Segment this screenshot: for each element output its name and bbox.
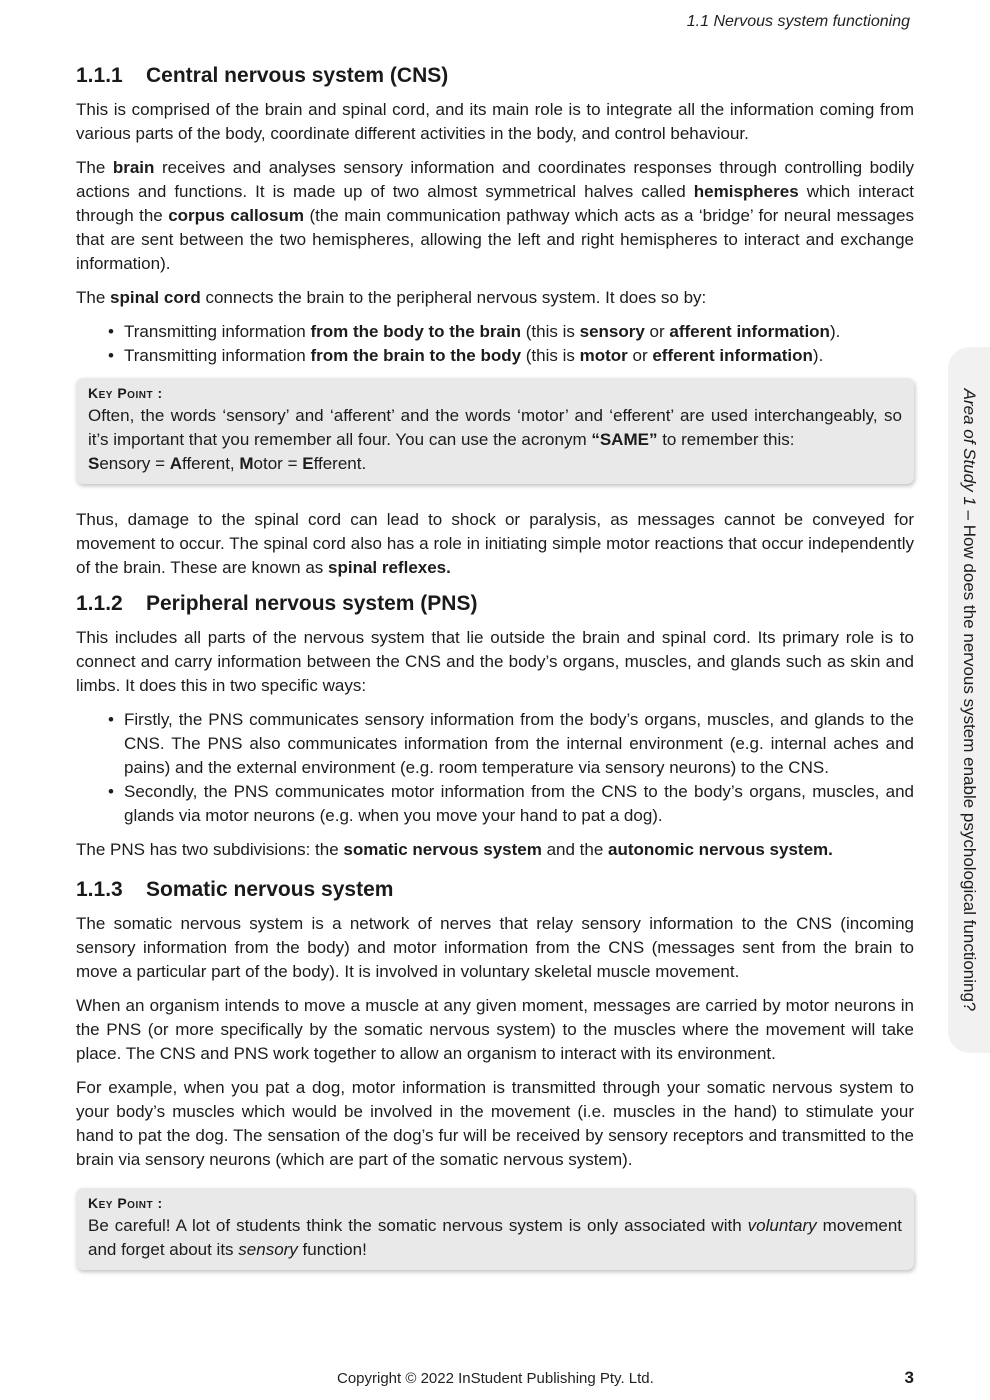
section-heading-sns [76,876,914,904]
bullet-list [76,708,914,828]
section-title: Peripheral nervous system (PNS) [146,592,478,615]
list-item: • Secondly, the PNS communicates motor information from the CNS to the body’s organs, muscles, and glands via motor neurons (e.g. when you move your hand to pat a dog). [108,780,914,828]
paragraph: The somatic nervous system is a network of nerves that relay sensory information to the CNS (incoming sensory information from the body) and motor information from the CNS (messages sent from the brain to move a particular part of the body). It is involved in voluntary skeletal muscle movement. [76,914,914,981]
bullet-list [76,320,914,368]
key-point-title: Key Point : [88,1195,163,1211]
area-of-study-label: Area of Study 1 [960,388,979,506]
section-title: Central nervous system (CNS) [146,64,449,87]
area-of-study-question: – How does the nervous system enable psychological functioning? [960,505,979,1012]
copyright-notice: Copyright © 2022 InStudent Publishing Pty. Ltd. [337,1370,654,1387]
page-footer [0,1370,990,1390]
paragraph: The brain receives and analyses sensory information and coordinates responses through controlling bodily actions and functions. It is made up of two almost symmetrical halves called hemispheres which interact through the corpus callosum (the main communication pathway which acts as a ‘bridge’ for neural messages that are sent between the two hemispheres, allowing the left and right hemispheres to interact and exchange information). [76,158,914,273]
key-point-box [76,378,914,484]
list-item: • Transmitting information from the brain to the body (this is motor or efferent information). [108,344,914,368]
section-number: 1.1.3 [76,878,123,901]
key-term: spinal reflexes. [328,558,451,577]
key-point-text: Often, the words ‘sensory’ and ‘afferent’ and the words ‘motor’ and ‘efferent’ are used interchangeably, so it’s important that you remember all four. You can use the acronym “SAME” to remember this: Sensory = Afferent, Motor = Efferent. [88,406,902,473]
paragraph: When an organism intends to move a muscle at any given moment, messages are carried by motor neurons in the PNS (or more specifically by the somatic nervous system) to the muscles where the movement will take place. The CNS and PNS work together to allow an organism to interact with its environment. [76,996,914,1063]
side-tab-text [959,389,979,1012]
paragraph: The PNS has two subdivisions: the somatic nervous system and the autonomic nervous system. [76,840,833,859]
paragraph: For example, when you pat a dog, motor information is transmitted through your somatic nervous system to your body’s muscles which would be involved in the movement (i.e. muscles in the hand) to stimulate your hand to pat the dog. The sensation of the dog’s fur will be received by sensory receptors and transmitted to the brain via sensory neurons (which are part of the somatic nervous system). [76,1078,914,1169]
running-header: 1.1 Nervous system functioning [686,13,910,30]
key-term: spinal cord [110,288,201,307]
key-point-title: Key Point : [88,385,163,401]
list-item: • Firstly, the PNS communicates sensory information from the body’s organs, muscles, and glands to the CNS. The PNS also communicates information from the internal environment (e.g. internal aches and pains) and the external environment (e.g. room temperature via sensory neurons) to the CNS. [108,708,914,780]
page-number: 3 [904,1368,914,1387]
paragraph: This is comprised of the brain and spinal cord, and its main role is to integrate all the information coming from various parts of the body, coordinate different activities in the body, and control behaviour. [76,100,914,143]
key-point-text: Be careful! A lot of students think the somatic nervous system is only associated with voluntary movement and forget about its sensory function! [88,1216,902,1259]
section-title: Somatic nervous system [146,878,394,901]
key-term: brain [112,158,155,177]
paragraph: This includes all parts of the nervous system that lie outside the brain and spinal cord. Its primary role is to connect and carry information between the CNS and the body’s organs, muscles, and glands such as skin and limbs. It does this in two specific ways: [76,628,914,695]
key-term: corpus callosum [168,206,305,225]
page-content [76,62,914,1294]
section-heading-cns [76,62,914,90]
section-number: 1.1.1 [76,64,123,87]
key-term: hemispheres [693,182,799,201]
list-item: • Transmitting information from the body to the brain (this is sensory or afferent information). [108,320,914,344]
section-number: 1.1.2 [76,592,123,615]
paragraph: Thus, damage to the spinal cord can lead to shock or paralysis, as messages cannot be conveyed for movement to occur. The spinal cord also has a role in initiating simple motor reactions that occur independently of the brain. These are known as spinal reflexes. [76,510,914,577]
paragraph: The spinal cord connects the brain to the peripheral nervous system. It does so by: [76,288,707,307]
section-heading-pns [76,590,914,618]
key-point-box [76,1188,914,1270]
